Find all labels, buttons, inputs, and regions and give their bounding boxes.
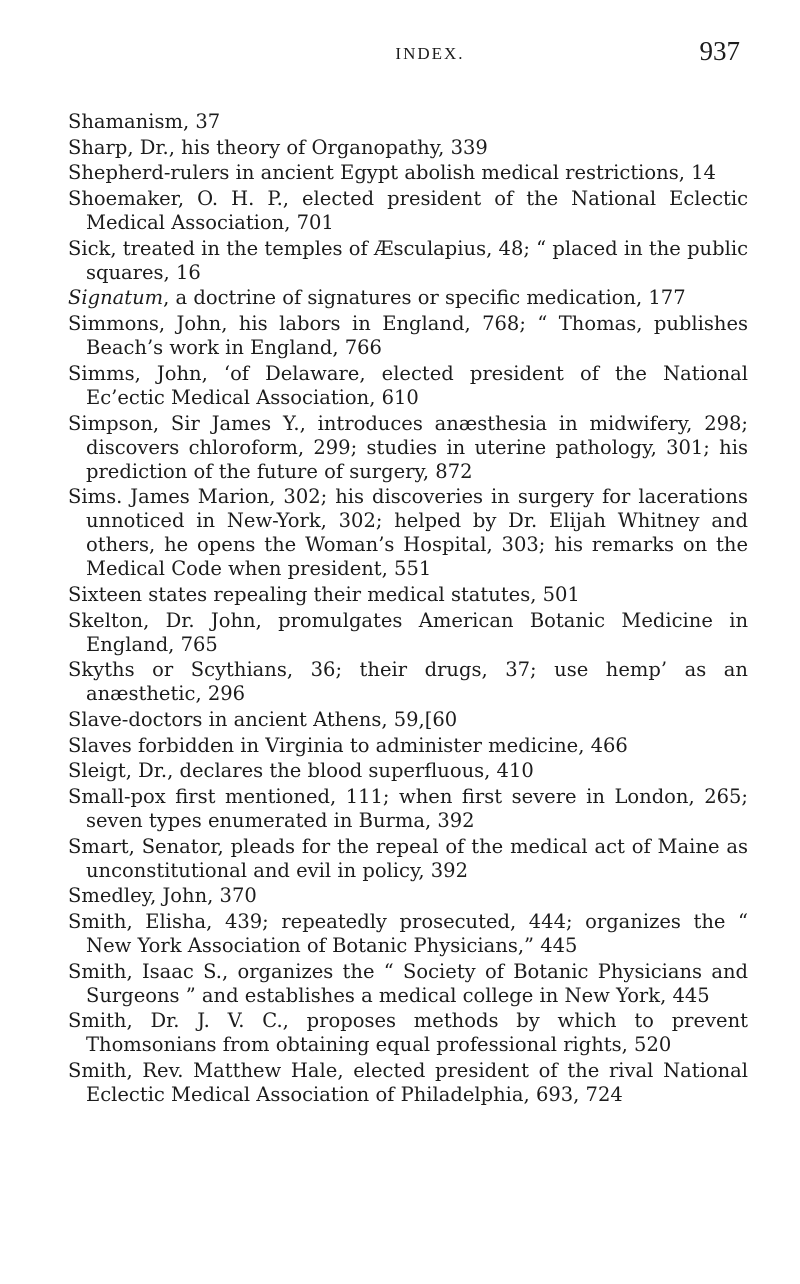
index-entry: Slave-doctors in ancient Athens, 59,[60 xyxy=(68,707,458,731)
page-number: 937 xyxy=(699,36,740,66)
index-entry: Sixteen states repealing their medical statutes, 501 xyxy=(68,582,580,606)
index-entries xyxy=(68,110,748,1109)
index-entry: Slaves forbidden in Virginia to administer medicine, 466 xyxy=(68,733,628,757)
index-entry: Sick, treated in the temples of Æsculapius, 48; “ placed in the public squares, 16 xyxy=(68,236,748,284)
running-head xyxy=(120,36,740,76)
index-entry: Simmons, John, his labors in England, 768; “ Thomas, publishes Beach’s work in England, 766 xyxy=(68,312,748,360)
index-entry: Smith, Rev. Matthew Hale, elected president of the rival National Eclectic Medical Association of Philadelphia, 693, 724 xyxy=(68,1059,748,1107)
index-entry: Small-pox first mentioned, 111; when first severe in London, 265; seven types enumerated in Burma, 392 xyxy=(68,785,748,832)
index-entry: Smith, Isaac S., organizes the “ Society of Botanic Physicians and Surgeons ” and establishes a medical college in New York, 445 xyxy=(68,959,748,1007)
italic-term: Signatum xyxy=(68,286,164,310)
index-entry: Shepherd-rulers in ancient Egypt abolish medical restrictions, 14 xyxy=(68,161,716,185)
index-entry: Sleigt, Dr., declares the blood superfluous, 410 xyxy=(68,759,534,783)
index-entry: Smith, Dr. J. V. C., proposes methods by which to prevent Thomsonians from obtaining equal professional rights, 520 xyxy=(68,1009,748,1057)
index-entry: Sharp, Dr., his theory of Organopathy, 339 xyxy=(68,135,488,159)
index-entry: Skelton, Dr. John, promulgates American Botanic Medicine in England, 765 xyxy=(68,608,748,656)
index-entry: Simpson, Sir James Y., introduces anæsthesia in midwifery, 298; discovers chloroform, 299; studies in uterine pathology, 301; his prediction of the future of surgery, 872 xyxy=(68,411,748,483)
index-entry: Smedley, John, 370 xyxy=(68,884,257,908)
index-entry: Simms, John, ‘of Delaware, elected president of the National Ec’ectic Medical Association, 610 xyxy=(68,361,748,409)
index-entry: Skyths or Scythians, 36; their drugs, 37; use hemp’ as an anæsthetic, 296 xyxy=(68,658,748,706)
index-entry: Smart, Senator, pleads for the repeal of the medical act of Maine as unconstitutional and evil in policy, 392 xyxy=(68,834,748,882)
index-entry: Sims. James Marion, 302; his discoveries in surgery for lacerations unnoticed in New-York, 302; helped by Dr. Elijah Whitney and others, he opens the Woman’s Hospital, 303; his remarks on the Medical Code when president, 551 xyxy=(68,485,748,581)
index-entry: Smith, Elisha, 439; repeatedly prosecuted, 444; organizes the “ New York Association of Botanic Physicians,” 445 xyxy=(68,910,748,958)
index-entry: Shoemaker, O. H. P., elected president of the National Eclectic Medical Association, 701 xyxy=(68,187,748,235)
index-entry: Signatum, a doctrine of signatures or specific medication, 177 xyxy=(68,286,686,310)
header-title: INDEX. xyxy=(395,44,465,63)
index-entry: Shamanism, 37 xyxy=(68,110,221,133)
